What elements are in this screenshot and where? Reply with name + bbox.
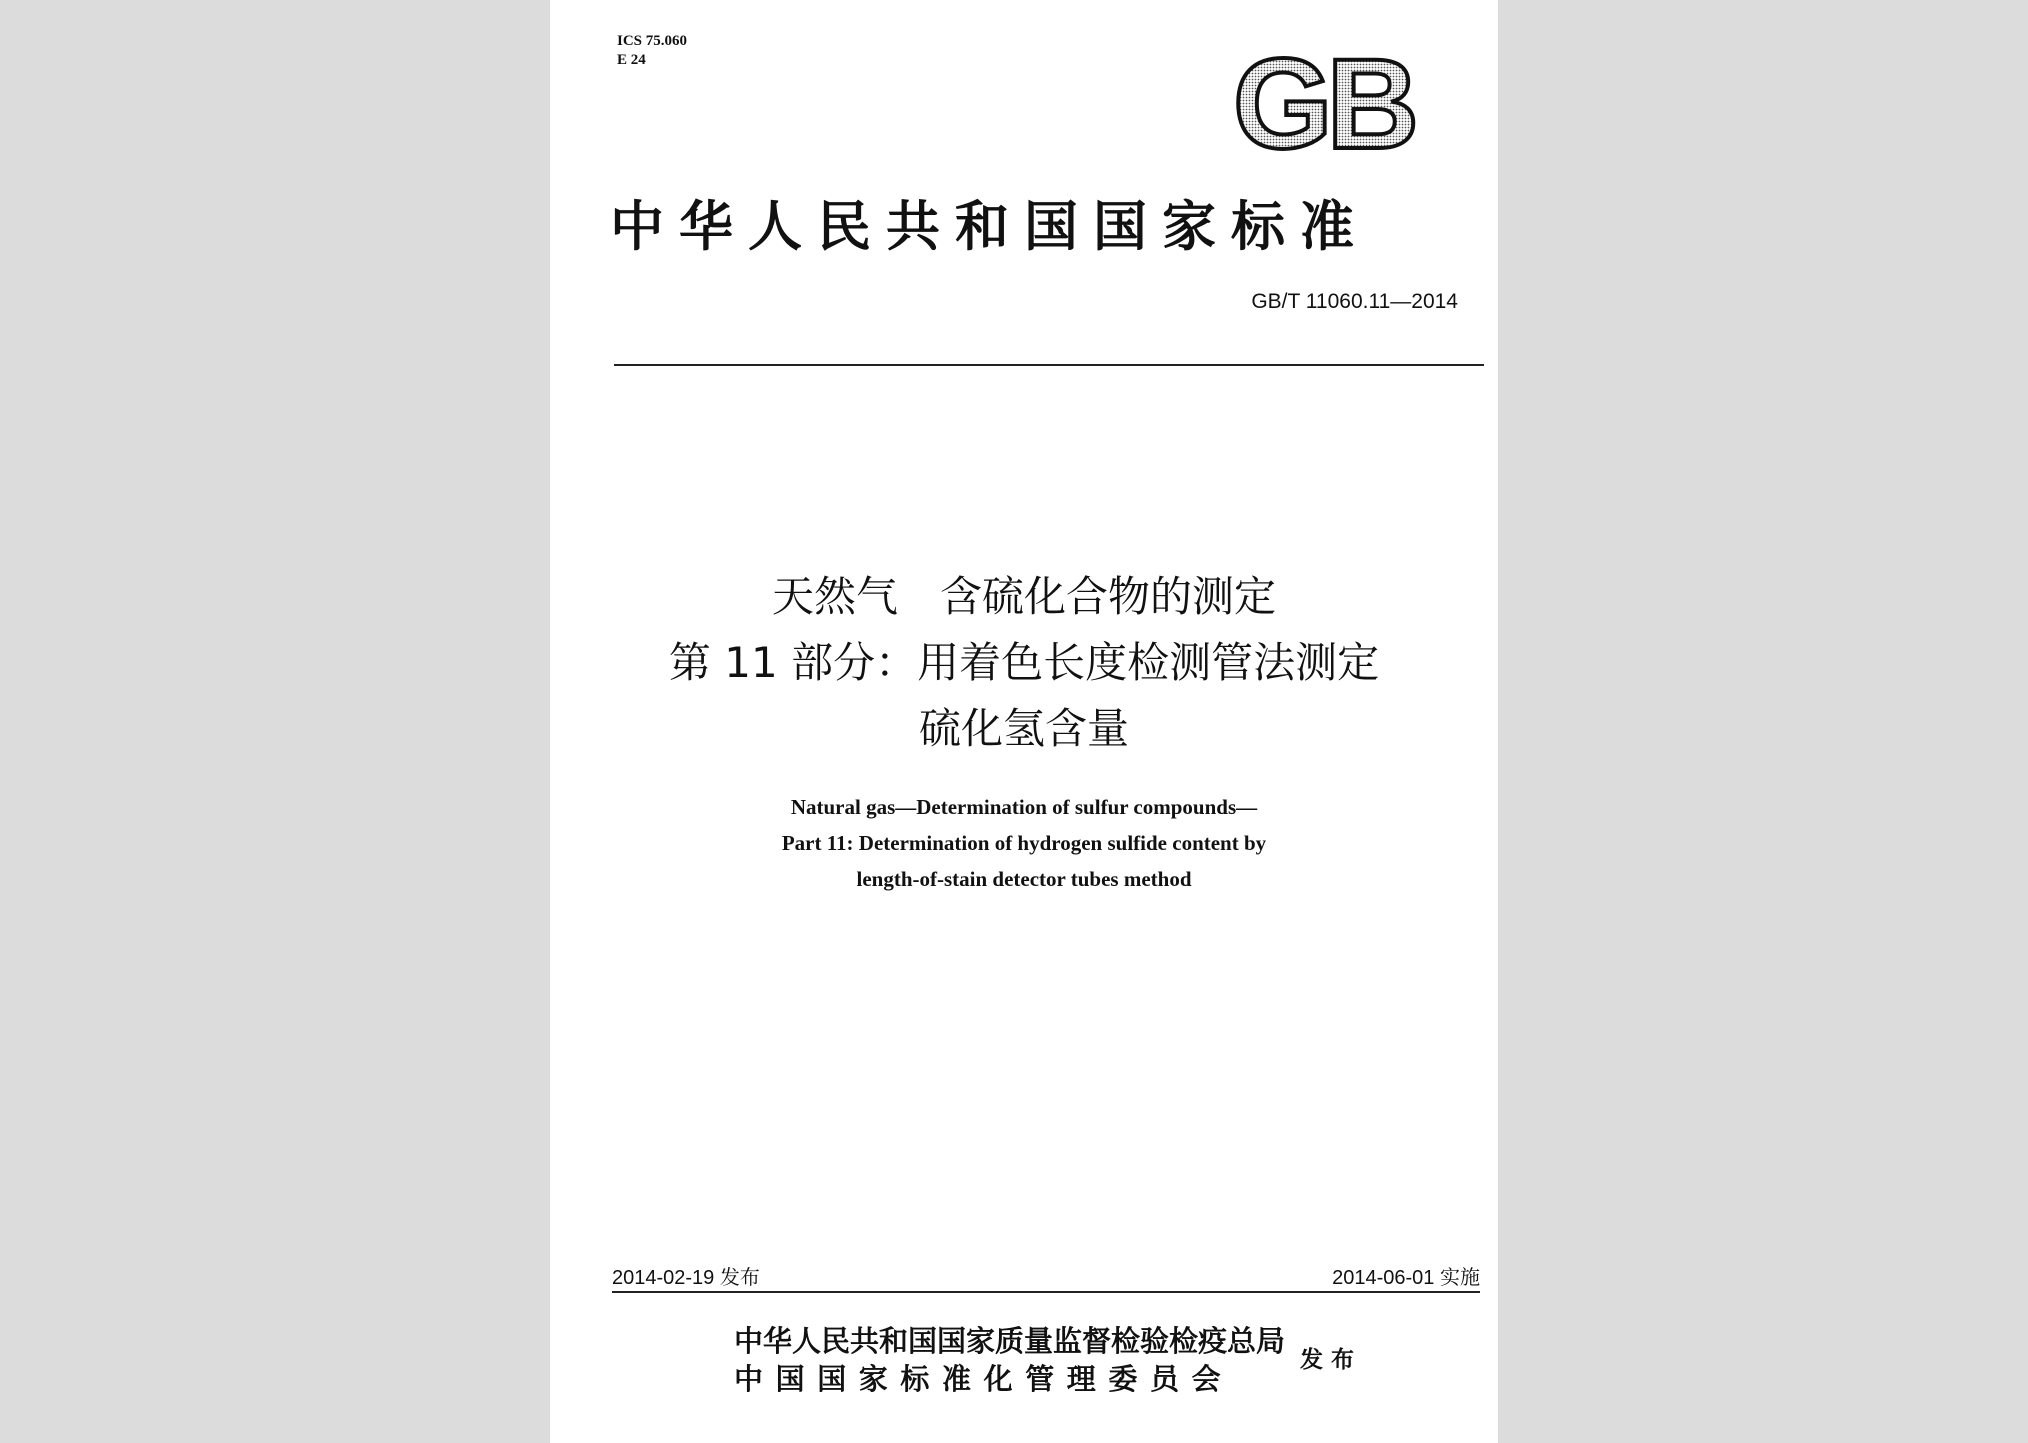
chinese-title-line: 硫化氢含量 [918,704,1129,753]
english-title-line: length-of-stain detector tubes method [856,867,1192,891]
publisher-sac: 中国国家标准化管理委员会 [734,1362,1234,1396]
english-title-line: Natural gas—Determination of sulfur compounds— [790,795,1258,819]
classification-codes [617,32,687,70]
standard-number: GB/T 11060.11—2014 [1251,290,1458,313]
ics-code: ICS 75.060 [617,33,688,49]
ccs-code: E 24 [617,52,646,68]
top-divider [614,364,1484,366]
chinese-title-line: 天然气 含硫化合物的测定 [771,572,1276,621]
bottom-divider [612,1291,1480,1293]
document-page [550,0,1498,1443]
english-title-line: Part 11: Determination of hydrogen sulfide content by [781,831,1267,855]
issue-date: 2014-02-19 发布 [612,1267,760,1289]
implementation-date: 2014-06-01 实施 [1332,1267,1480,1289]
chinese-title-line: 第 11 部分：用着色长度检测管法测定 [668,638,1380,687]
national-standard-title: 中华人民共和国国家标准 [610,194,1369,258]
svg-text:GB: GB [1233,48,1413,158]
chinese-title [550,564,1498,762]
english-title [550,789,1498,897]
publish-label: 发布 [1300,1346,1362,1373]
publisher-aqsiq: 中华人民共和国国家质量监督检验检疫总局 [734,1324,1286,1358]
gb-logo [1218,48,1428,158]
